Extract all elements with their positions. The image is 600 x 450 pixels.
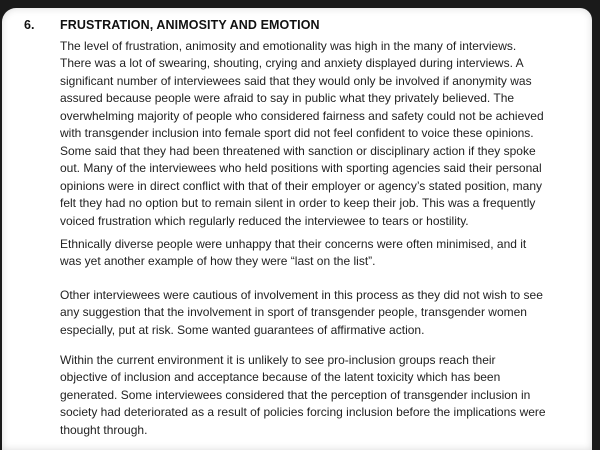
paragraph-line: significant number of interviewees said that they would only be involved if anonymity was <box>60 73 532 88</box>
paragraph-line: voiced frustration which regularly reduced the interviewee to tears or hostility. <box>60 213 469 228</box>
paragraph-line: opinions were in direct conflict with that of their employer or agency’s stated position, many <box>60 178 543 193</box>
paragraph-line: There was a lot of swearing, shouting, crying and anxiety displayed during interviews. A <box>60 56 524 71</box>
paragraph-ethnic-diversity <box>60 236 566 271</box>
paragraph-line: any suggestion that the involvement in sport of transgender people, transgender women <box>60 305 527 320</box>
paragraph-caution <box>60 287 566 339</box>
paragraph-line: especially, put at risk. Some wanted guarantees of affirmative action. <box>60 322 425 337</box>
paragraph-line: Within the current environment it is unlikely to see pro-inclusion groups reach their <box>60 353 496 367</box>
paragraph-line: generated. Some interviewees considered that the perception of transgender inclusion in <box>60 387 531 402</box>
paragraph-line: Other interviewees were cautious of involvement in this process as they did not wish to see <box>60 288 543 302</box>
document-page <box>2 8 592 450</box>
paragraph-line: Some said that they had been threatened with sanction or disciplinary action if they spoke <box>60 143 536 158</box>
section-number: 6. <box>24 18 35 32</box>
paragraph-line: assured because people were afraid to say in public what they privately believed. The <box>60 91 515 106</box>
section-title: FRUSTRATION, ANIMOSITY AND EMOTION <box>60 18 320 32</box>
paragraph-line: was yet another example of how they were “last on the list”. <box>60 254 376 269</box>
section-heading <box>24 18 320 32</box>
paragraph-environment <box>60 352 566 439</box>
paragraph-line: out. Many of the interviewees who held positions with sporting agencies said their personal <box>60 161 542 176</box>
paragraph-line: overwhelming majority of people who considered fairness and safety could not be achieved <box>60 108 544 123</box>
paragraph-line: objective of inclusion and acceptance because of the latent toxicity which has been <box>60 370 501 385</box>
paragraph-line: thought through. <box>60 422 148 437</box>
paragraph-line: The level of frustration, animosity and emotionality was high in the many of interviews. <box>60 39 517 53</box>
paragraph-line: felt they had no option but to remain silent in order to keep their job. This was a frequently <box>60 196 536 211</box>
paragraph-line: with transgender inclusion into female sport did not feel confident to voice these opinions. <box>60 126 534 141</box>
paragraph-frustration <box>60 38 566 230</box>
paragraph-line: Ethnically diverse people were unhappy that their concerns were often minimised, and it <box>60 237 527 251</box>
paragraph-line: society had deteriorated as a result of policies forcing inclusion before the implications were <box>60 405 546 420</box>
